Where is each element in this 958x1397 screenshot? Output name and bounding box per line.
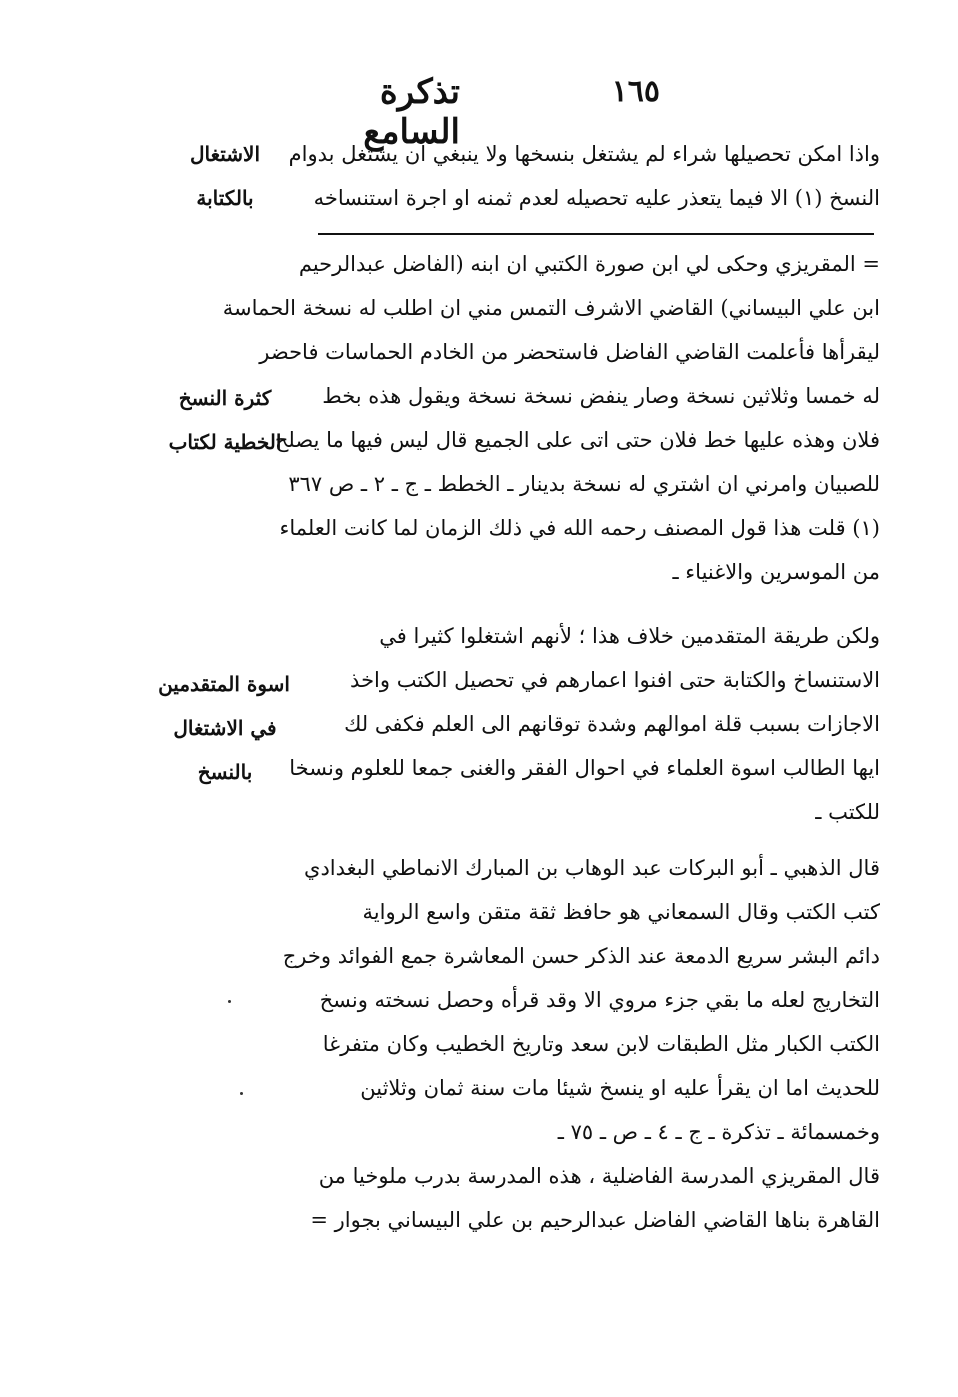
text-line: فلان وهذه عليها خط فلان حتى اتى على الجميع قال ليس فيها ما يصلح <box>274 428 880 452</box>
margin-note-line: الاشتغال <box>189 142 261 166</box>
margin-note-2 <box>160 376 290 464</box>
text-line: الكتب الكبار مثل الطبقات لابن سعد وتاريخ الخطيب وكان متفرغا <box>322 1032 880 1056</box>
text-line: للصبيان وامرني ان اشتري له نسخة بدينار ـ الخطط ـ ج ـ ٢ ـ ص ٣٦٧ <box>288 472 880 496</box>
margin-note-line: في الاشتغال <box>173 716 277 740</box>
text-line: الاجازات بسبب قلة اموالهم وشدة توقانهم الى العلم فكفى لك <box>344 712 880 736</box>
paragraph-1 <box>288 132 880 220</box>
text-line: الاستنساخ والكتابة حتى افنوا اعمارهم في تحصيل الكتب واخذ <box>350 668 880 692</box>
text-line: من الموسرين والاغنياء ـ <box>672 560 880 584</box>
margin-note-line: الخطية لكتاب <box>168 430 282 454</box>
text-line: = المقريزي وحكى لي ابن صورة الكتبي ان ابنه (الفاضل عبدالرحيم <box>298 252 880 276</box>
text-line: وخمسمائة ـ تذكرة ـ ج ـ ٤ ـ ص ـ ٧٥ ـ <box>557 1120 880 1144</box>
margin-note-line: اسوة المتقدمين <box>158 672 290 696</box>
text-line: ابن علي البيساني) القاضي الاشرف التمس مني ان اطلب له نسخة الحماسة <box>222 296 880 320</box>
text-line: كتب الكتب وقال السمعاني هو حافظ ثقة متقن واسع الرواية <box>362 900 880 924</box>
margin-note-3 <box>160 662 290 794</box>
margin-note-1 <box>160 132 290 220</box>
text-line: للحديث اما ان يقرأ عليه او ينسخ شيئا مات سنة ثمان وثلاثين <box>360 1076 880 1100</box>
text-line: دائم البشر سريع الدمعة عند الذكر حسن المعاشرة جمع الفوائد وخرج <box>282 944 880 968</box>
margin-note-line: بالنسخ <box>197 760 253 784</box>
text-line: (١) قلت هذا قول المصنف رحمه الله في ذلك الزمان لما كانت العلماء <box>279 516 880 540</box>
text-line: قال المقريزي المدرسة الفاضلية ، هذه المدرسة بدرب ملوخيا من <box>318 1164 880 1188</box>
footnote-separator <box>318 233 874 235</box>
running-title: تذكرة السامع <box>363 72 460 152</box>
text-line: ايها الطالب اسوة العلماء في احوال الفقر والغنى جمعا للعلوم ونسخا <box>289 756 880 780</box>
text-line: ليقرأها فأعلمت القاضي الفاضل فاستحضر من الخادم الحماسات فاحضر <box>259 340 880 364</box>
text-line: قال الذهبي ـ أبو البركات عبد الوهاب بن المبارك الانماطي البغدادي <box>304 856 880 880</box>
paragraph-2 <box>289 614 880 834</box>
text-line: القاهرة بناها القاضي الفاضل عبدالرحيم بن علي البيساني بجوار = <box>310 1208 880 1232</box>
page-header <box>300 72 660 152</box>
text-line: واذا امكن تحصيلها شراء لم يشتغل بنسخها ولا ينبغي ان يشتغل بدوام <box>288 142 880 166</box>
margin-note-line: بالكتابة <box>196 186 254 210</box>
text-line: له خمسا وثلاثين نسخة وصار ينفض نسخة نسخة ويقول هذه بخط <box>322 384 880 408</box>
text-line: النسخ (١) الا فيما يتعذر عليه تحصيله لعدم ثمنه او اجرة استنساخه <box>313 186 880 210</box>
page-number: ١٦٥ <box>611 74 660 109</box>
scan-speck <box>240 1092 243 1095</box>
scan-speck <box>228 1000 231 1003</box>
margin-note-line: كثرة النسخ <box>178 386 272 410</box>
paragraph-3 <box>282 846 880 1242</box>
text-line: ولكن طريقة المتقدمين خلاف هذا ؛ لأنهم اشتغلوا كثيرا في <box>379 624 880 648</box>
text-line: للكتب ـ <box>815 800 880 824</box>
text-line: التخاريج لعله ما بقي جزء مروي الا وقد قرأه وحصل نسخته ونسخ <box>319 988 880 1012</box>
